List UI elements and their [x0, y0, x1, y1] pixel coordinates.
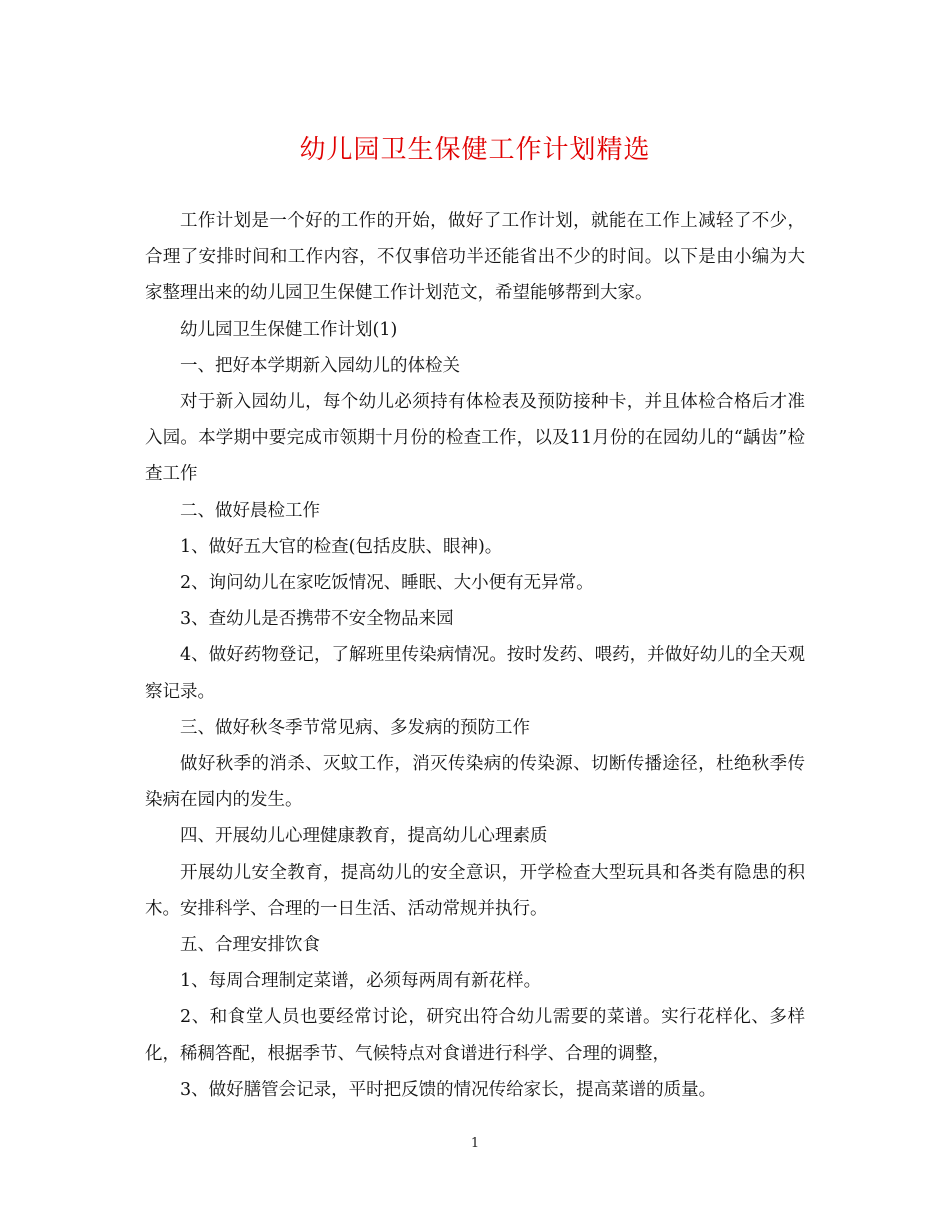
section-heading-2: 二、做好晨检工作	[180, 500, 320, 521]
section-heading-1: 一、把好本学期新入园幼儿的体检关	[180, 355, 460, 376]
section-2-item-4: 4、做好药物登记，了解班里传染病情况。按时发药、喂药，并做好幼儿的全天观察记录。	[145, 645, 805, 702]
section-3-text: 做好秋季的消杀、灭蚊工作，消灭传染病的传染源、切断传播途径，杜绝秋季传染病在园内的发生。	[145, 754, 805, 811]
section-5-item-3: 3、做好膳管会记录，平时把反馈的情况传给家长，提高菜谱的质量。	[180, 1079, 717, 1100]
section-2-item-2: 2、询问幼儿在家吃饭情况、睡眠、大小便有无异常。	[180, 573, 594, 594]
intro-paragraph: 工作计划是一个好的工作的开始，做好了工作计划，就能在工作上减轻了不少，合理了安排时间和工作内容，不仅事倍功半还能省出不少的时间。以下是由小编为大家整理出来的幼儿园卫生保健工作计划范文，希望能够帮到大家。	[145, 211, 805, 304]
section-heading-3: 三、做好秋冬季节常见病、多发病的预防工作	[180, 717, 530, 738]
section-2-item-1: 1、做好五大官的检查(包括皮肤、眼神)。	[180, 536, 503, 557]
plan-heading: 幼儿园卫生保健工作计划(1)	[180, 319, 398, 340]
section-1-text: 对于新入园幼儿，每个幼儿必须持有体检表及预防接种卡，并且体检合格后才准入园。本学期中要完成市领期十月份的检查工作，以及11月份的在园幼儿的“龋齿”检查工作	[145, 392, 805, 485]
page-number: 1	[470, 1136, 480, 1151]
section-5-item-1: 1、每周合理制定菜谱，必须每两周有新花样。	[180, 971, 542, 992]
document-body	[145, 203, 805, 1108]
section-heading-5: 五、合理安排饮食	[180, 935, 320, 956]
section-4-text: 开展幼儿安全教育，提高幼儿的安全意识，开学检查大型玩具和各类有隐患的积木。安排科学、合理的一日生活、活动常规并执行。	[145, 862, 805, 919]
section-5-item-2: 2、和食堂人员也要经常讨论，研究出符合幼儿需要的菜谱。实行花样化、多样化，稀稠答配，根据季节、气候特点对食谱进行科学、合理的调整，	[145, 1007, 805, 1064]
section-heading-4: 四、开展幼儿心理健康教育，提高幼儿心理素质	[180, 826, 548, 847]
document-title: 幼儿园卫生保健工作计划精选	[299, 135, 651, 165]
section-2-item-3: 3、查幼儿是否携带不安全物品来园	[180, 609, 454, 630]
